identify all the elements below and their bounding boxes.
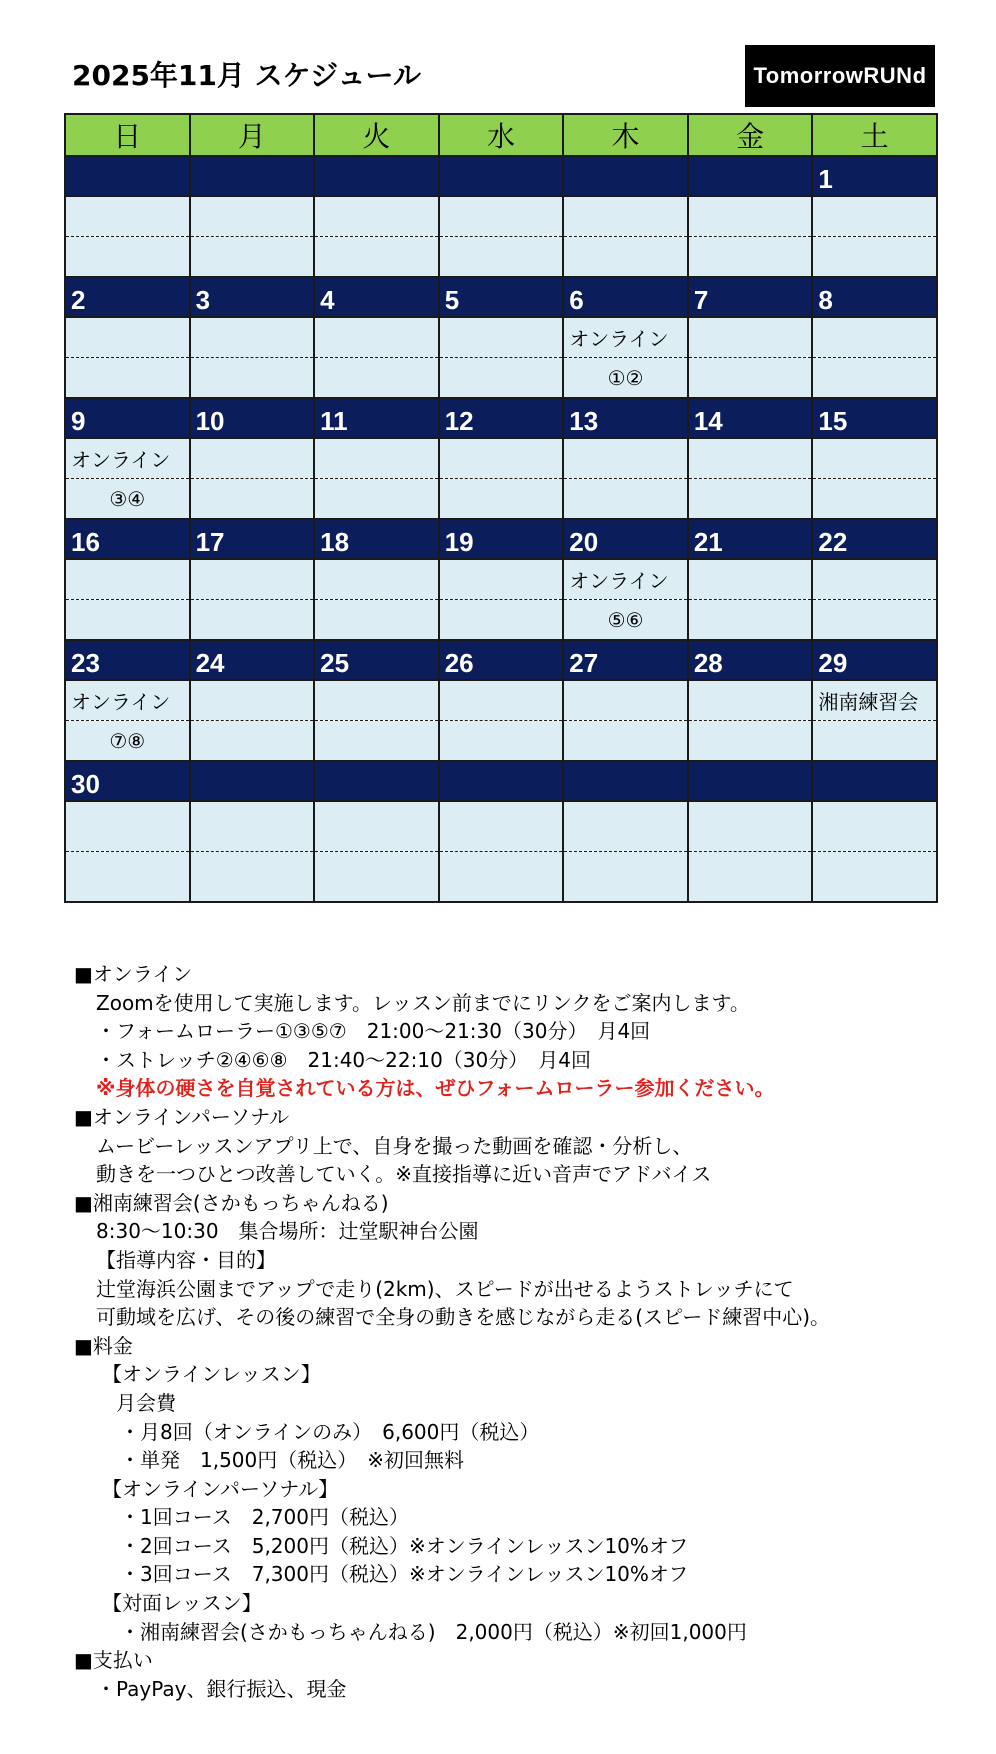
page-title: 2025年11月 スケジュール (72, 59, 421, 92)
schedule-cell (314, 479, 439, 520)
schedule-cell (65, 196, 190, 237)
schedule-cell (563, 852, 688, 903)
schedule-cell (812, 852, 937, 903)
weekday-sun: 日 (65, 114, 190, 156)
shonan-description-1: 辻堂海浜公園までアップで走り(2km)、スピードが出せるようストレッチにて (96, 1276, 794, 1301)
date-number: 24 (190, 640, 315, 680)
date-number (688, 156, 813, 196)
weekday-fri: 金 (688, 114, 813, 156)
online-item-foam-roller: ・フォームローラー①③⑤⑦ 21:00〜21:30（30分） 月4回 (96, 1019, 651, 1044)
schedule-cell (65, 852, 190, 903)
date-number (439, 761, 564, 801)
schedule-cell (439, 721, 564, 762)
week-date-row (65, 277, 937, 317)
schedule-cell (190, 237, 315, 278)
schedule-cell (688, 317, 813, 358)
week-top-slot-row (65, 801, 937, 852)
fee-personal-1: ・1回コース 2,700円（税込） (120, 1505, 409, 1530)
date-number: 26 (439, 640, 564, 680)
schedule-cell (190, 852, 315, 903)
notes-section (74, 960, 944, 1703)
schedule-cell (812, 317, 937, 358)
schedule-cell (688, 237, 813, 278)
schedule-cell (688, 559, 813, 600)
schedule-cell (190, 196, 315, 237)
week-date-row (65, 398, 937, 438)
date-number: 23 (65, 640, 190, 680)
week-date-row (65, 156, 937, 196)
schedule-cell (439, 852, 564, 903)
week-bottom-slot-row (65, 600, 937, 641)
fee-personal-2: ・2回コース 5,200円（税込）※オンラインレッスン10%オフ (120, 1533, 689, 1558)
week-top-slot-row (65, 680, 937, 721)
date-number: 12 (439, 398, 564, 438)
schedule-cell (190, 317, 315, 358)
weekday-tue: 火 (314, 114, 439, 156)
date-number: 19 (439, 519, 564, 559)
schedule-cell (190, 559, 315, 600)
calendar-table (64, 113, 938, 903)
online-heading: ■オンライン (74, 962, 193, 986)
schedule-cell (314, 358, 439, 399)
personal-description-1: ムービーレッスンアプリ上で、自身を撮った動画を確認・分析し、 (96, 1133, 693, 1158)
date-number: 1 (812, 156, 937, 196)
schedule-cell: ①② (563, 358, 688, 399)
fee-online-heading: 【オンラインレッスン】 (102, 1362, 321, 1387)
date-number (563, 761, 688, 801)
date-number: 30 (65, 761, 190, 801)
fee-monthly-label: 月会費 (116, 1390, 176, 1415)
date-number: 18 (314, 519, 439, 559)
shonan-subheading: 【指導内容・目的】 (96, 1247, 276, 1272)
schedule-cell (812, 358, 937, 399)
schedule-cell (314, 680, 439, 721)
week-top-slot-row (65, 317, 937, 358)
schedule-cell (563, 801, 688, 852)
shonan-heading: ■湘南練習会(さかもっちゃんねる) (74, 1190, 389, 1215)
schedule-cell (563, 438, 688, 479)
date-number: 14 (688, 398, 813, 438)
schedule-cell (65, 559, 190, 600)
schedule-cell (439, 237, 564, 278)
schedule-cell (688, 479, 813, 520)
schedule-cell (65, 358, 190, 399)
date-number: 11 (314, 398, 439, 438)
schedule-cell (439, 680, 564, 721)
date-number (439, 156, 564, 196)
date-number: 2 (65, 277, 190, 317)
date-number: 25 (314, 640, 439, 680)
week-top-slot-row (65, 559, 937, 600)
date-number: 8 (812, 277, 937, 317)
fee-personal-heading: 【オンラインパーソナル】 (102, 1476, 339, 1501)
schedule-cell (314, 559, 439, 600)
schedule-cell (812, 196, 937, 237)
schedule-cell (812, 600, 937, 641)
date-number: 6 (563, 277, 688, 317)
date-number (563, 156, 688, 196)
week-top-slot-row (65, 196, 937, 237)
date-number: 17 (190, 519, 315, 559)
date-number (65, 156, 190, 196)
schedule-cell (688, 852, 813, 903)
brand-logo: TomorrowRUNd (745, 45, 935, 107)
date-number: 3 (190, 277, 315, 317)
schedule-cell (190, 801, 315, 852)
schedule-cell (812, 559, 937, 600)
schedule-cell (314, 317, 439, 358)
week-bottom-slot-row (65, 852, 937, 903)
schedule-cell (439, 801, 564, 852)
week-date-row (65, 761, 937, 801)
schedule-cell (439, 600, 564, 641)
weekday-header-row (65, 114, 937, 156)
weekday-wed: 水 (439, 114, 564, 156)
schedule-cell (190, 600, 315, 641)
online-warning: ※身体の硬さを自覚されている方は、ぜひフォームローラー参加ください。 (96, 1076, 775, 1101)
schedule-cell (190, 358, 315, 399)
fee-face-heading: 【対面レッスン】 (102, 1591, 262, 1616)
date-number (314, 156, 439, 196)
schedule-cell (688, 358, 813, 399)
schedule-cell (314, 600, 439, 641)
schedule-cell (190, 479, 315, 520)
schedule-cell (314, 438, 439, 479)
schedule-cell (439, 438, 564, 479)
schedule-cell (439, 196, 564, 237)
schedule-cell (688, 680, 813, 721)
schedule-cell (688, 801, 813, 852)
schedule-cell (439, 317, 564, 358)
schedule-cell (65, 801, 190, 852)
schedule-cell (439, 358, 564, 399)
online-description: Zoomを使用して実施します。レッスン前までにリンクをご案内します。 (96, 990, 750, 1015)
schedule-cell (439, 559, 564, 600)
schedule-cell: 湘南練習会 (812, 680, 937, 721)
week-bottom-slot-row (65, 237, 937, 278)
fee-single-item: ・単発 1,500円（税込） ※初回無料 (120, 1448, 465, 1473)
schedule-cell: ③④ (65, 479, 190, 520)
schedule-cell (812, 721, 937, 762)
date-number: 22 (812, 519, 937, 559)
schedule-cell (563, 479, 688, 520)
schedule-cell: オンライン (563, 559, 688, 600)
schedule-cell (65, 237, 190, 278)
schedule-cell: オンライン (65, 680, 190, 721)
schedule-cell (314, 801, 439, 852)
schedule-cell (314, 196, 439, 237)
date-number: 16 (65, 519, 190, 559)
weekday-sat: 土 (812, 114, 937, 156)
schedule-cell (65, 600, 190, 641)
fee-personal-3: ・3回コース 7,300円（税込）※オンラインレッスン10%オフ (120, 1562, 689, 1587)
fee-monthly-item: ・月8回（オンラインのみ） 6,600円（税込） (120, 1419, 540, 1444)
week-date-row (65, 519, 937, 559)
date-number (190, 761, 315, 801)
schedule-cell (688, 721, 813, 762)
schedule-cell (688, 600, 813, 641)
personal-heading: ■オンラインパーソナル (74, 1104, 290, 1129)
schedule-cell: ⑦⑧ (65, 721, 190, 762)
schedule-cell (314, 721, 439, 762)
schedule-cell (812, 479, 937, 520)
date-number (688, 761, 813, 801)
online-item-stretch: ・ストレッチ②④⑥⑧ 21:40〜22:10（30分） 月4回 (96, 1047, 591, 1072)
week-top-slot-row (65, 438, 937, 479)
date-number: 27 (563, 640, 688, 680)
date-number: 4 (314, 277, 439, 317)
date-number: 21 (688, 519, 813, 559)
personal-description-2: 動きを一つひとつ改善していく。※直接指導に近い音声でアドバイス (96, 1162, 712, 1187)
schedule-cell (563, 237, 688, 278)
week-date-row (65, 640, 937, 680)
schedule-cell (439, 479, 564, 520)
schedule-cell (563, 196, 688, 237)
fee-face-item: ・湘南練習会(さかもっちゃんねる) 2,000円（税込）※初回1,000円 (120, 1619, 747, 1644)
date-number: 13 (563, 398, 688, 438)
date-number (812, 761, 937, 801)
schedule-cell (190, 438, 315, 479)
schedule-cell (812, 801, 937, 852)
payment-heading: ■支払い (74, 1648, 153, 1673)
date-number: 20 (563, 519, 688, 559)
date-number (314, 761, 439, 801)
fee-heading: ■料金 (74, 1333, 133, 1358)
weekday-thu: 木 (563, 114, 688, 156)
date-number: 5 (439, 277, 564, 317)
shonan-time-place: 8:30〜10:30 集合場所：辻堂駅神台公園 (96, 1219, 479, 1244)
schedule-cell (190, 721, 315, 762)
week-bottom-slot-row (65, 479, 937, 520)
schedule-cell: オンライン (65, 438, 190, 479)
schedule-cell (190, 680, 315, 721)
weekday-mon: 月 (190, 114, 315, 156)
schedule-cell (65, 317, 190, 358)
date-number: 15 (812, 398, 937, 438)
date-number: 10 (190, 398, 315, 438)
schedule-cell (688, 196, 813, 237)
week-bottom-slot-row (65, 358, 937, 399)
payment-methods: ・PayPay、銀行振込、現金 (96, 1676, 347, 1701)
date-number: 29 (812, 640, 937, 680)
schedule-cell: ⑤⑥ (563, 600, 688, 641)
date-number: 7 (688, 277, 813, 317)
schedule-cell: オンライン (563, 317, 688, 358)
schedule-cell (314, 852, 439, 903)
schedule-cell (812, 438, 937, 479)
date-number: 9 (65, 398, 190, 438)
schedule-cell (563, 721, 688, 762)
week-bottom-slot-row (65, 721, 937, 762)
date-number: 28 (688, 640, 813, 680)
schedule-cell (314, 237, 439, 278)
schedule-cell (563, 680, 688, 721)
shonan-description-2: 可動域を広げ、その後の練習で全身の動きを感じながら走る(スピード練習中心)。 (96, 1305, 831, 1330)
schedule-cell (688, 438, 813, 479)
date-number (190, 156, 315, 196)
schedule-cell (812, 237, 937, 278)
